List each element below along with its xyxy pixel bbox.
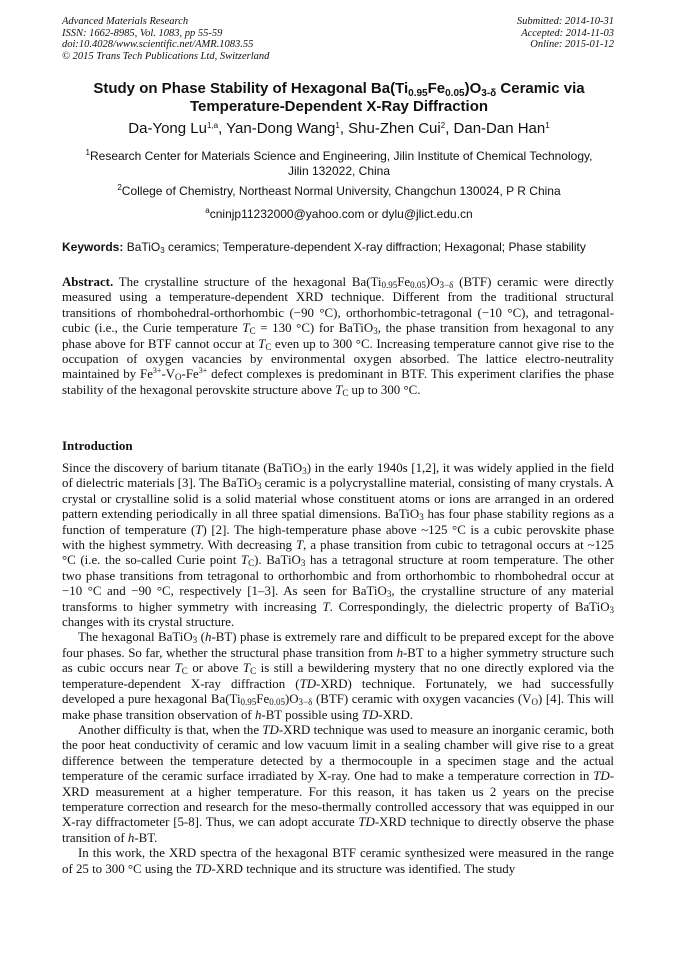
title-line-1: Study on Phase Stability of Hexagonal $Ba(Ti_{0.95}Fe_{0.05})O_{3-\delta}$ Ceramic via	[93, 80, 585, 99]
affiliation-2: $^2$College of Chemistry, Northeast Normal University, Changchun 130024, P R China	[117, 183, 561, 198]
abstract-label: Abstract.	[62, 275, 114, 289]
introduction-body	[62, 461, 614, 877]
intro-paragraph-1: Since the discovery of barium titanate (BaTiO$_3$) in the early 1940s [1,2], it was widely applied in the field of dielectric materials [3]. The BaTiO$_3$ ceramic is a polycrystalline material, consisting of many crystals. A crystal or crystalline solid is a solid material whose constituent atoms or ions are arranged in an ordered pattern extending periodically in all three spatial dimensions. BaTiO$_3$ has four phase stability regions as a function of temperature (T) [2]. The high-temperature phase above ~125 °C is a cubic perovskite phase with the highest symmetry. With decreasing T, a phase transition from cubic to tetragonal occurs at ~125 °C (i.e. the so-called Curie point $T_C$). BaTiO$_3$ has a tetragonal structure at room temperature. The other two phase transitions from tetragonal to orthorhombic and from orthorhombic to rhombohedral occur at −10 °C and −90 °C, respectively [1–3]. As seen for BaTiO$_3$, the crystalline structure of any material transforms to higher symmetry with increasing T. Correspondingly, the dielectric property of BaTiO$_3$ changes with its crystal structure.	[62, 461, 615, 630]
author-list: Da-Yong Lu$^{1,a}$, Yan-Dong Wang$^1$, Shu-Zhen Cui$^2$, Dan-Dan Han$^1$	[128, 120, 550, 137]
online-date: Online: 2015-01-12	[530, 39, 614, 50]
introduction-heading: Introduction	[62, 438, 133, 453]
journal-info	[62, 16, 269, 62]
journal-doi[interactable]: doi:10.4028/www.scientific.net/AMR.1083.55	[62, 39, 254, 50]
submitted-date: Submitted: 2014-10-31	[516, 16, 614, 27]
abstract: Abstract. The crystalline structure of the hexagonal $Ba(Ti_{0.95}Fe_{0.05})O_{3-\delta}$ (BTF) ceramic were directly measured using a temperature-dependent XRD technique. Different from the traditional structural transitions of rhombohedral-orthorhombic (−90 °C), orthorhombic-tetragonal (−10 °C), and tetragonal-cubic (i.e., the Curie temperature $T_C = 130$ °C) for BaTiO$_3$, the phase transition from hexagonal to any phase above for BTF cannot occur at $T_C$ even up to 300 °C. Increasing temperature cannot give rise to the occupation of oxygen vacancies by environmental oxygen absorbed. The lattice electro-neutrality maintained by $Fe^{3+}-V_O-Fe^{3+}$ defect complexes is predominant in BTF. This experiment clarifies the phase stability of the hexagonal perovskite structure above $T_C$ up to 300 °C.	[62, 275, 614, 398]
journal-copyright: © 2015 Trans Tech Publications Ltd, Switzerland	[62, 50, 270, 62]
paper-title	[40, 80, 638, 116]
keywords-label: Keywords:	[62, 240, 124, 254]
journal-name: Advanced Materials Research	[62, 16, 189, 27]
author-email: $^a$cninjp11232000@yahoo.com or dylu@jlict.edu.cn	[205, 206, 473, 221]
title-line-2: Temperature-Dependent X-Ray Diffraction	[189, 98, 489, 115]
intro-paragraph-4: In this work, the XRD spectra of the hexagonal BTF ceramic synthesized were measured in the range of 25 to 300 °C using the TD-XRD technique and its structure was identified. The study	[62, 846, 614, 876]
accepted-date: Accepted: 2014-11-03	[521, 27, 614, 39]
affiliation-1: $^1$Research Center for Materials Science and Engineering, Jilin Institute of Chemical Technology, Jilin 132022, China	[85, 148, 593, 178]
intro-paragraph-2: The hexagonal BaTiO$_3$ (h-BT) phase is extremely rare and difficult to be prepared except for the above four phases. So far, whether the structural phase transition from h-BT to a higher symmetry structure such as cubic occurs near $T_C$ or above $T_C$ is still a bewildering mystery that no one directly explored via the temperature-dependent X-ray diffraction (TD-XRD) technique. Fortunately, we had successfully developed a pure hexagonal $Ba(Ti_{0.95}Fe_{0.05})O_{3-\delta}$ (BTF) ceramic with oxygen vacancies $(V_O)$ [4]. This will make phase transition observation of h-BT possible using TD-XRD.	[62, 630, 615, 722]
journal-issn: ISSN: 1662-8985, Vol. 1083, pp 55-59	[62, 27, 223, 39]
dates-info	[517, 16, 614, 51]
intro-paragraph-3: Another difficulty is that, when the TD-XRD technique was used to measure an inorganic ceramic, both the poor heat conductivity of ceramic and low vacuum limit in a sealing chamber will give rise to a great difference between the temperature detected by a thermocouple in a specimen stage and the actual temperature of the ceramic surface irradiated by X-ray. One had to make a temperature correction in TD-XRD measurement at a higher temperature. For this reason, it has taken us 2 years on the precise temperature correction and research for the meso-thermally controlled accessory that was equipped in our X-ray diffractometer [5-8]. Thus, we can adopt accurate TD-XRD technique to directly observe the phase transition of h-BT.	[62, 722, 614, 845]
keywords-line: Keywords: BaTiO$_3$ ceramics; Temperature-dependent X-ray diffraction; Hexagonal; Phase stability	[62, 240, 586, 255]
